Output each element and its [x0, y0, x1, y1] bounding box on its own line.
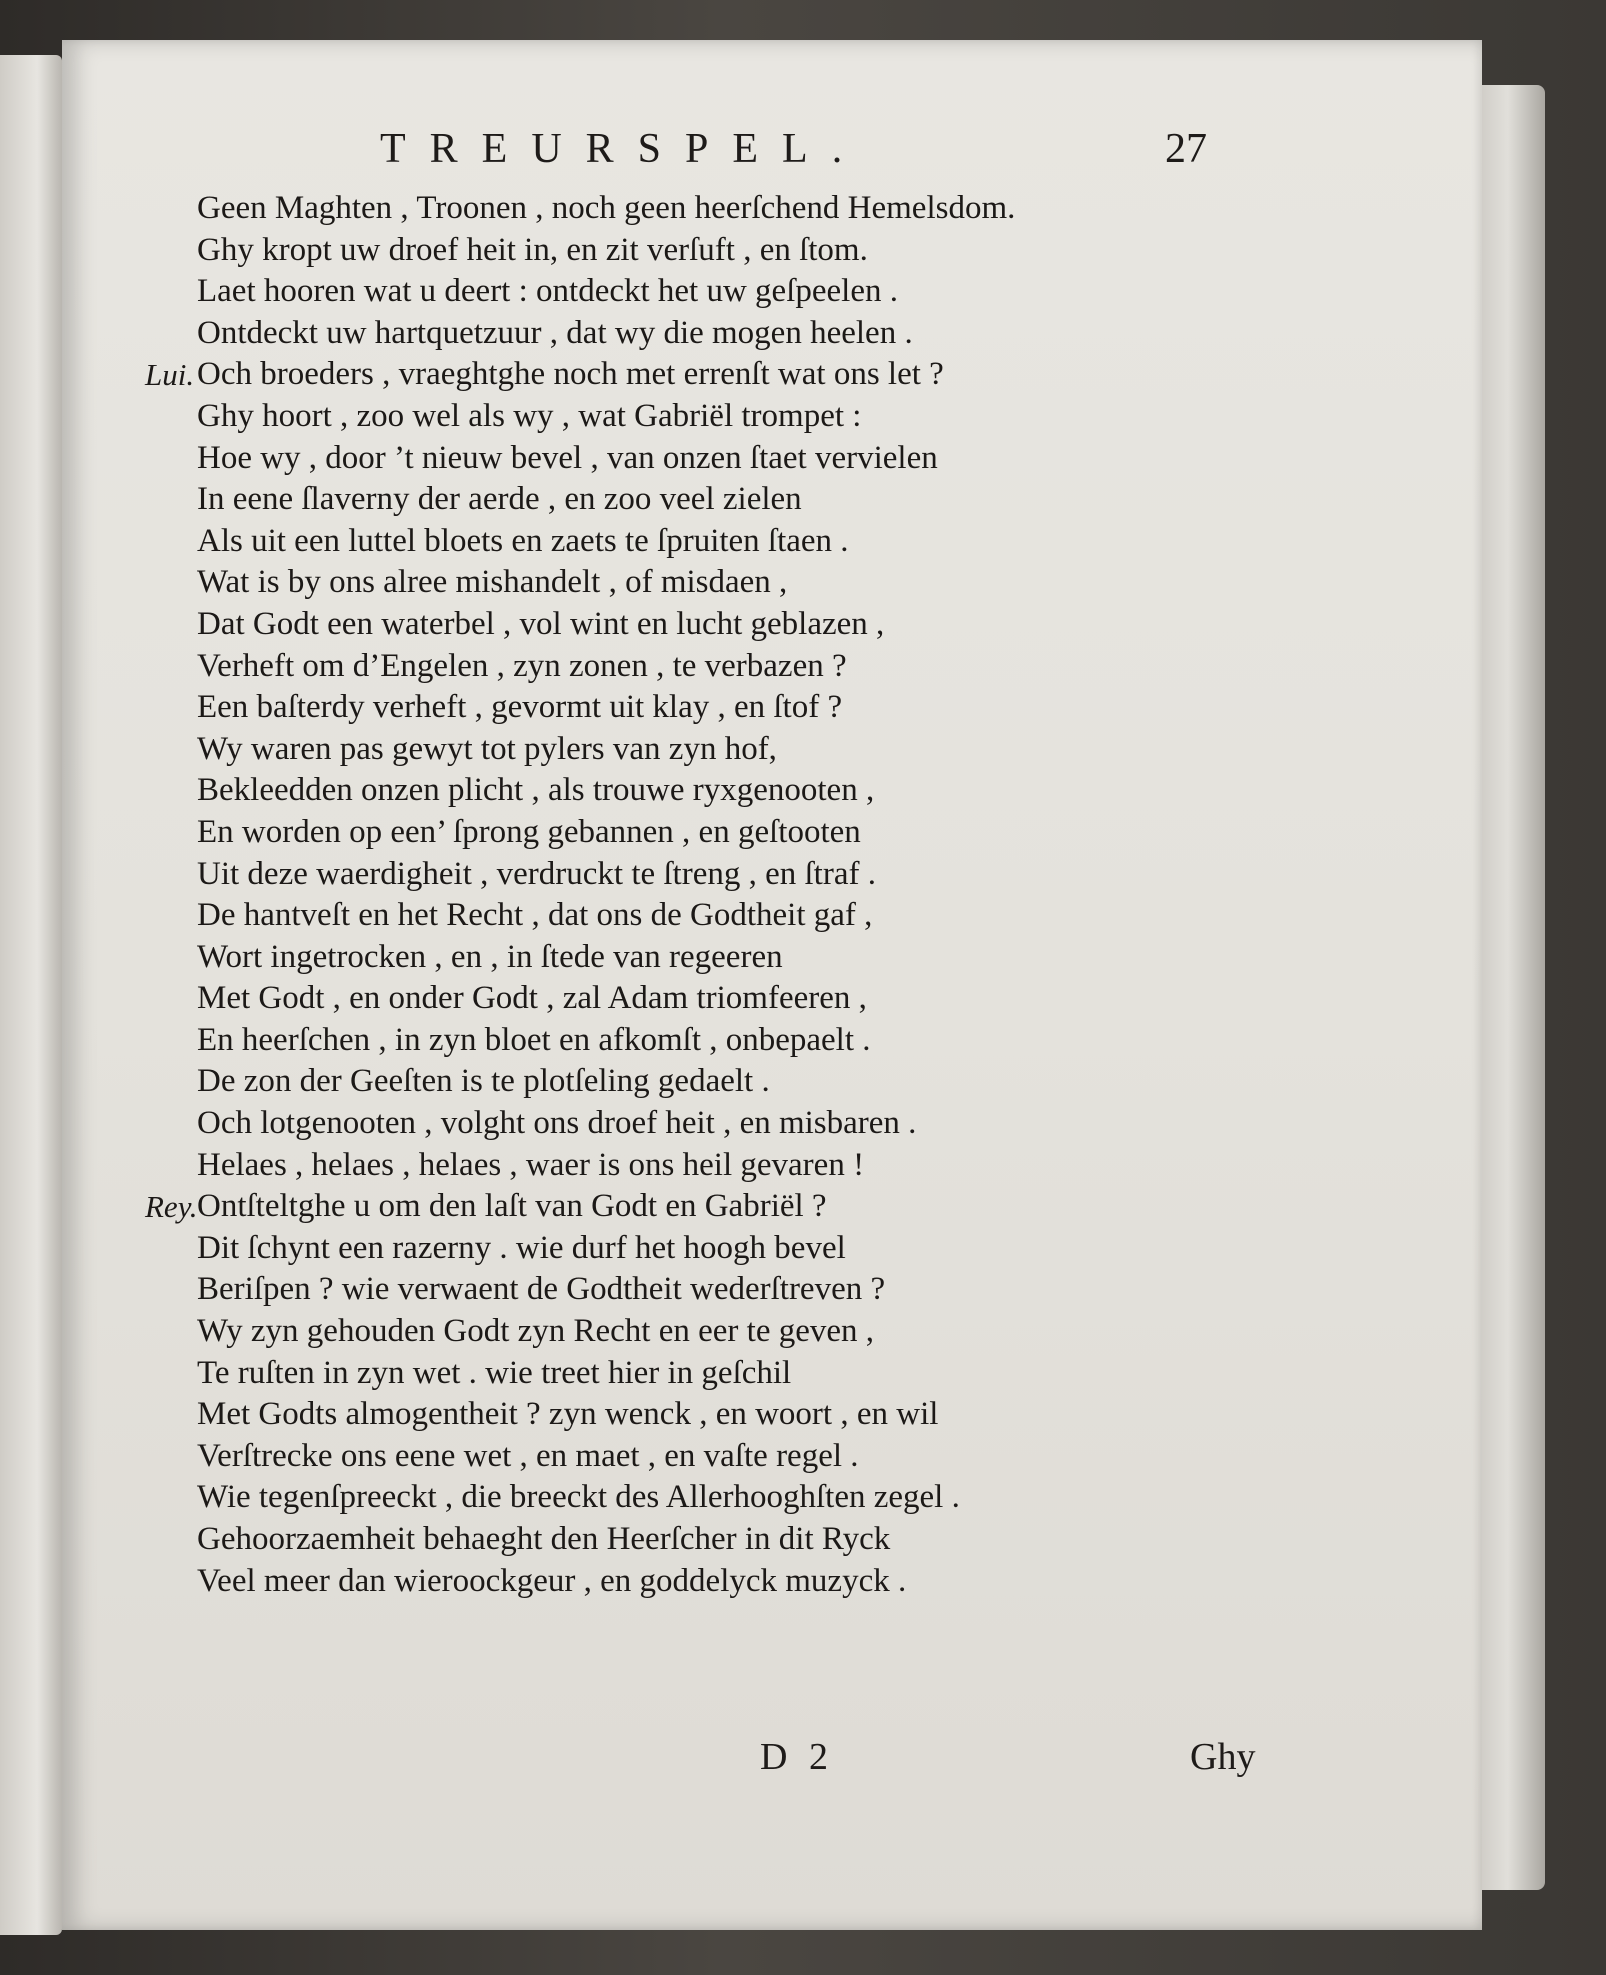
running-head: TREURSPEL. [380, 126, 867, 172]
catchword: Ghy [1190, 1736, 1256, 1778]
line-text: Wat is by ons alree mishandelt , of misdaen , [197, 564, 788, 601]
verse-line [145, 1394, 1165, 1436]
verse-line [145, 1561, 1165, 1603]
line-text: Dat Godt een waterbel , vol wint en lucht geblazen , [197, 605, 885, 642]
verse-line [145, 1103, 1165, 1145]
verse-line [145, 978, 1165, 1020]
line-text: En heerſchen , in zyn bloet en afkomſt , onbepaelt . [197, 1021, 871, 1058]
line-text: Verheft om d’Engelen , zyn zonen , te verbazen ? [197, 647, 847, 684]
verse-line [145, 1269, 1165, 1311]
verse-line [145, 687, 1165, 729]
line-text: Wie tegenſpreeckt , die breeckt des Allerhooghſten zegel . [197, 1479, 960, 1516]
line-text: Verſtrecke ons eene wet , en maet , en vaſte regel . [197, 1437, 859, 1474]
left-page-edge [0, 55, 62, 1935]
line-text: Och broeders , vraeghtghe noch met errenſt wat ons let ? [197, 356, 944, 393]
verse-line [145, 1020, 1165, 1062]
line-text: Hoe wy , door ’t nieuw bevel , van onzen ſtaet vervielen [197, 439, 938, 476]
verse-line [145, 396, 1165, 438]
line-text: Och lotgenooten , volght ons droef heit , en misbaren . [197, 1105, 917, 1142]
verse-line [145, 770, 1165, 812]
verse-line [145, 1519, 1165, 1561]
line-text: Gehoorzaemheit behaeght den Heerſcher in dit Ryck [197, 1521, 891, 1557]
line-text: Een baſterdy verheft , gevormt uit klay , en ſtof ? [197, 689, 843, 726]
verse-line [145, 438, 1165, 480]
verse-line [145, 188, 1165, 230]
verse-line [145, 1228, 1165, 1270]
verse-line [145, 230, 1165, 272]
line-text: Geen Maghten , Troonen , noch geen heerſchend Hemelsdom. [197, 190, 1016, 226]
line-text: Met Godts almogentheit ? zyn wenck , en woort , en wil [197, 1396, 939, 1433]
verse-line [145, 1145, 1165, 1187]
verse-line [145, 854, 1165, 896]
verse-line [145, 812, 1165, 854]
line-text: Ghy hoort , zoo wel als wy , wat Gabriël trompet : [197, 397, 862, 434]
line-text: Bekleedden onzen plicht , als trouwe ryxgenooten , [197, 772, 875, 809]
verse-line [145, 937, 1165, 979]
show-through-text [1242, 210, 1492, 1670]
line-text: Wy waren pas gewyt tot pylers van zyn hof, [197, 730, 777, 767]
line-text: Als uit een luttel bloets en zaets te ſpruiten ſtaen . [197, 522, 849, 559]
signature-mark: D 2 [760, 1736, 834, 1778]
speaker-label: Rey. [145, 1189, 198, 1225]
verse-text [145, 188, 1165, 1602]
line-text: Ontſteltghe u om den laſt van Godt en Gabriël ? [197, 1188, 827, 1225]
verse-line [145, 895, 1165, 937]
verse-line [145, 1311, 1165, 1353]
verse-line [145, 313, 1165, 355]
verse-line [145, 1436, 1165, 1478]
line-text: Laet hooren wat u deert : ontdeckt het uw geſpeelen . [197, 273, 898, 310]
verse-line [145, 562, 1165, 604]
line-text: De hantveſt en het Recht , dat ons de Godtheit gaf , [197, 897, 873, 934]
verse-line [145, 1477, 1165, 1519]
page-number: 27 [1165, 126, 1207, 172]
verse-line [145, 729, 1165, 771]
verse-line [145, 646, 1165, 688]
line-text: In eene ſlaverny der aerde , en zoo veel zielen [197, 481, 802, 518]
speaker-label: Lui. [145, 357, 195, 393]
line-text: Wort ingetrocken , en , in ſtede van regeeren [197, 938, 783, 975]
line-text: Te ruſten in zyn wet . wie treet hier in geſchil [197, 1354, 792, 1391]
line-text: Beriſpen ? wie verwaent de Godtheit wederſtreven ? [197, 1271, 886, 1308]
line-text: De zon der Geeſten is te plotſeling gedaelt . [197, 1063, 770, 1100]
verse-line [145, 1186, 1165, 1228]
line-text: Ghy kropt uw droef heit in, en zit verſuft , en ſtom. [197, 231, 868, 268]
verse-line [145, 354, 1165, 396]
verse-line [145, 604, 1165, 646]
verse-line [145, 1061, 1165, 1103]
line-text: Met Godt , en onder Godt , zal Adam triomfeeren , [197, 980, 867, 1017]
line-text: Uit deze waerdigheit , verdruckt te ſtreng , en ſtraf . [197, 855, 876, 892]
line-text: Wy zyn gehouden Godt zyn Recht en eer te geven , [197, 1313, 875, 1350]
line-text: Helaes , helaes , helaes , waer is ons heil gevaren ! [197, 1146, 865, 1183]
verse-line [145, 1353, 1165, 1395]
line-text: Dit ſchynt een razerny . wie durf het hoogh bevel [197, 1229, 846, 1266]
line-text: Ontdeckt uw hartquetzuur , dat wy die mogen heelen . [197, 314, 913, 351]
verse-line [145, 479, 1165, 521]
verse-line [145, 521, 1165, 563]
line-text: Veel meer dan wieroockgeur , en goddelyck muzyck . [197, 1562, 907, 1599]
verse-line [145, 271, 1165, 313]
line-text: En worden op een’ ſprong gebannen , en geſtooten [197, 813, 861, 850]
